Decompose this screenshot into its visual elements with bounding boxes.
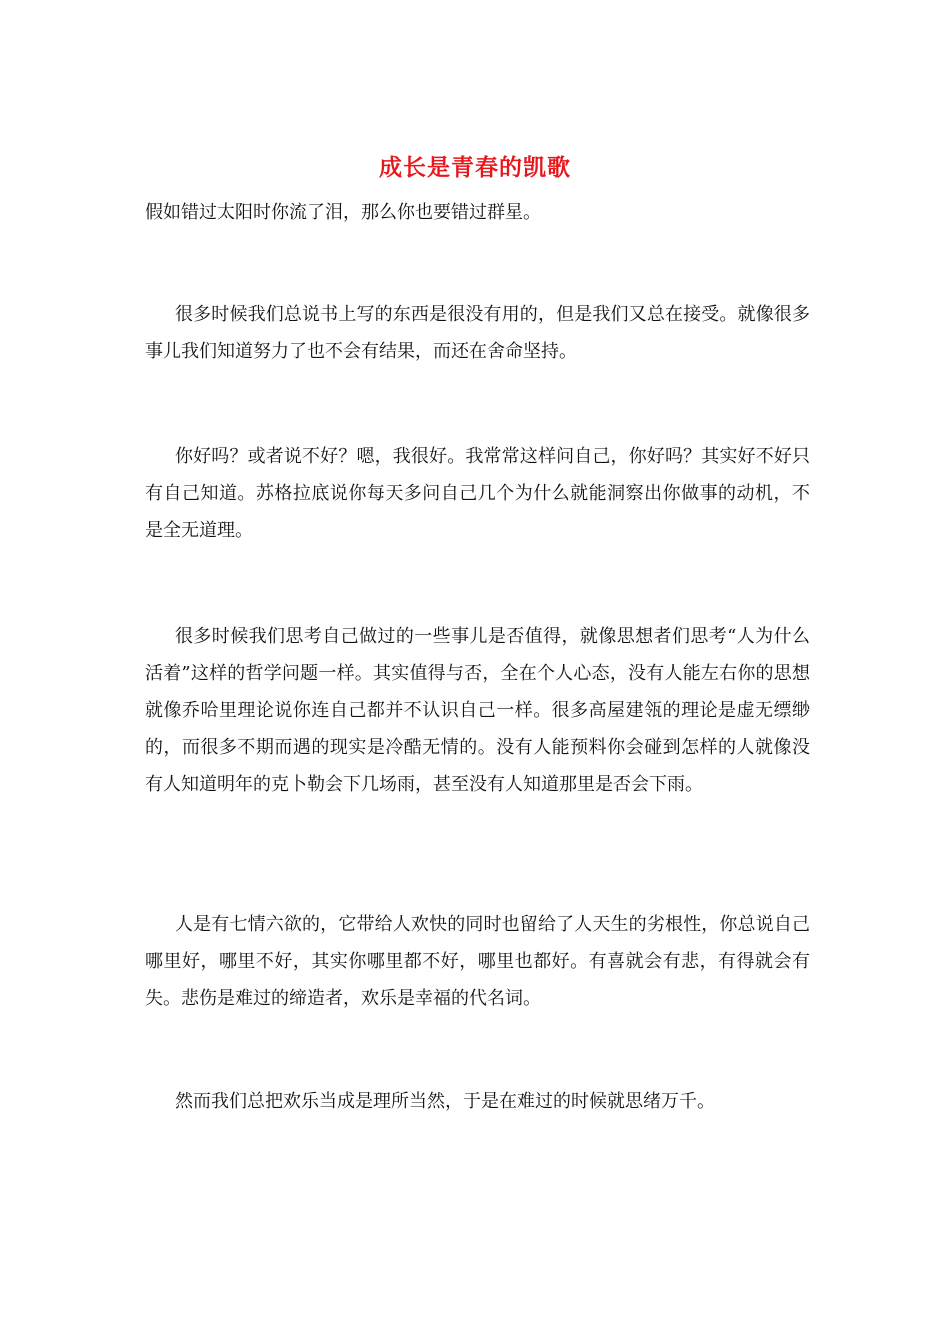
paragraph: 你好吗？或者说不好？嗯，我很好。我常常这样问自己，你好吗？其实好不好只有自己知道。苏格拉底说你每天多问自己几个为什么就能洞察出你做事的动机，不是全无道理。 — [145, 446, 810, 541]
document-title: 成长是青春的凯歌 — [379, 154, 571, 181]
paragraph: 很多时候我们思考自己做过的一些事儿是否值得，就像思想者们思考“人为什么活着”这样的哲学问题一样。其实值得与否，全在个人心态，没有人能左右你的思想就像乔哈里理论说你连自己都并不认识自己一样。很多高屋建瓴的理论是虚无缥缈的，而很多不期而遇的现实是冷酷无情的。没有人能预料你会碰到怎样的人就像没有人知道明年的克卜勒会下几场雨，甚至没有人知道那里是否会下雨。 — [145, 626, 810, 795]
paragraph: 人是有七情六欲的，它带给人欢快的同时也留给了人天生的劣根性，你总说自己哪里好，哪里不好，其实你哪里都不好，哪里也都好。有喜就会有悲，有得就会有失。悲伤是难过的缔造者，欢乐是幸福的代名词。 — [145, 914, 810, 1009]
paragraph: 很多时候我们总说书上写的东西是很没有用的，但是我们又总在接受。就像很多事儿我们知道努力了也不会有结果，而还在舍命坚持。 — [145, 304, 810, 362]
paragraph-intro: 假如错过太阳时你流了泪，那么你也要错过群星。 — [145, 202, 541, 223]
paragraph: 然而我们总把欢乐当成是理所当然，于是在难过的时候就思绪万千。 — [175, 1091, 715, 1112]
